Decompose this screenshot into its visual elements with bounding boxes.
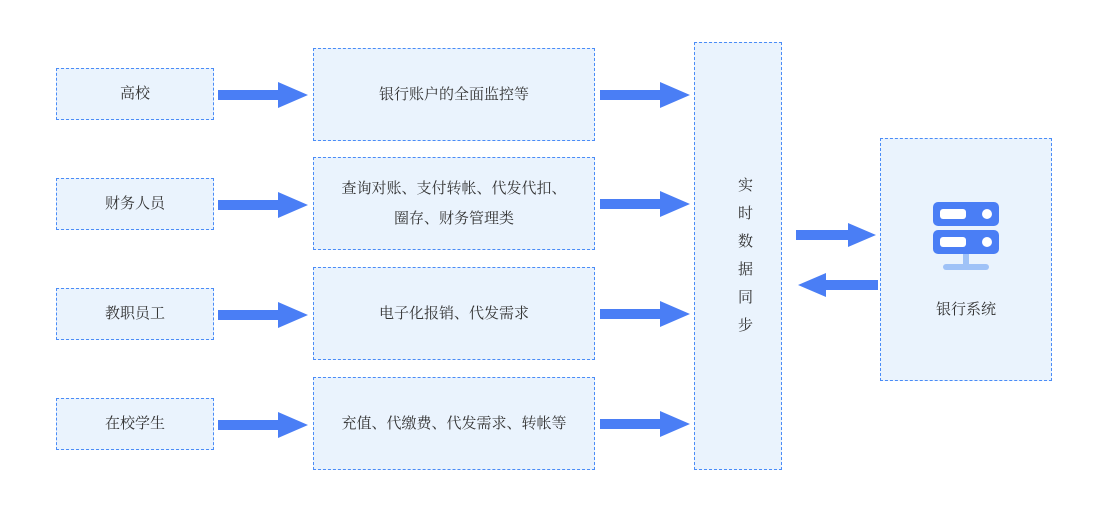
arrow-function-to-sync-0 [600,80,692,110]
bank-system-label: 银行系统 [935,300,996,318]
function-box-2 [313,267,595,360]
actor-box-2 [56,288,214,340]
function-label-0: 银行账户的全面监控等 [378,85,529,103]
arrow-sync-to-bank [796,222,878,248]
function-label-1-line-1: 圈存、财务管理类 [393,209,514,227]
actor-label-0: 高校 [119,85,150,102]
actor-box-1 [56,178,214,230]
function-box-0 [313,48,595,141]
arrow-function-to-sync-3 [600,409,692,439]
function-label-3: 充值、代缴费、代发需求、转帐等 [341,414,567,432]
arrow-actor-to-function-1 [218,190,310,220]
actor-label-2: 教职员工 [104,305,165,322]
function-label-1 [314,174,594,234]
arrow-actor-to-function-3 [218,410,310,440]
sync-box [694,42,782,470]
arrow-bank-to-sync [796,272,878,298]
sync-label: 实时数据同步 [738,177,754,334]
bank-system-box [880,138,1052,381]
function-box-3 [313,377,595,470]
actor-label-3: 在校学生 [104,415,165,432]
function-label-1-line-0: 查询对账、支付转帐、代发代扣、 [341,179,567,197]
arrow-actor-to-function-0 [218,80,310,110]
actor-label-1: 财务人员 [104,195,165,212]
actor-box-3 [56,398,214,450]
arrow-function-to-sync-2 [600,299,692,329]
arrow-actor-to-function-2 [218,300,310,330]
actor-box-0 [56,68,214,120]
function-box-1 [313,157,595,250]
function-label-2: 电子化报销、代发需求 [378,304,529,322]
arrow-function-to-sync-1 [600,189,692,219]
server-icon [923,196,1009,276]
